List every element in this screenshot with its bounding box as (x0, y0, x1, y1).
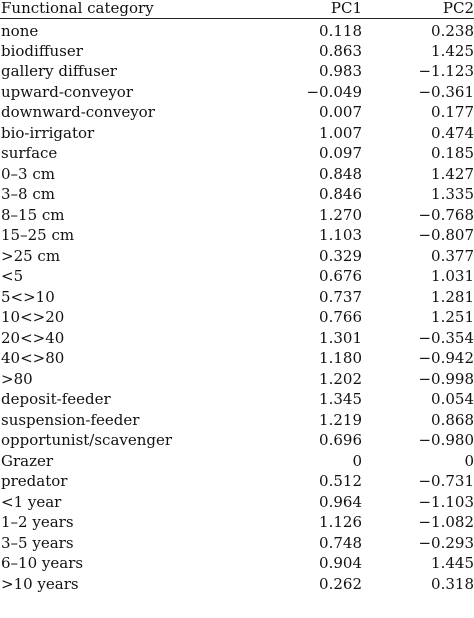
cell-pc1: 0.262 (319, 574, 362, 593)
cell-functional-category: surface (1, 144, 58, 163)
cell-pc1: 0.748 (319, 533, 362, 552)
cell-functional-category: 40<>80 (1, 349, 65, 368)
table-row (0, 205, 474, 226)
table-row (0, 574, 474, 595)
cell-pc2: 1.251 (431, 308, 474, 327)
cell-functional-category: suspension-feeder (1, 410, 140, 429)
cell-pc2: 0.185 (431, 144, 474, 163)
cell-functional-category: downward-conveyor (1, 103, 155, 122)
cell-pc2: 0.474 (431, 123, 474, 142)
cell-pc1: 0.737 (319, 287, 362, 306)
cell-pc2: −0.354 (418, 328, 474, 347)
cell-pc1: 0.696 (319, 431, 362, 450)
cell-functional-category: biodiffuser (1, 41, 83, 60)
cell-pc2: −0.361 (418, 82, 474, 101)
cell-pc1: 0.118 (319, 21, 362, 40)
cell-pc1: 0.512 (319, 472, 362, 491)
cell-pc2: 1.445 (431, 554, 474, 573)
cell-pc1: 0 (352, 451, 362, 470)
header-pc2: PC2 (442, 0, 474, 17)
table-row (0, 61, 474, 82)
cell-functional-category: 3–5 years (1, 533, 74, 552)
cell-functional-category: none (1, 21, 39, 40)
table-row (0, 266, 474, 287)
cell-pc1: 1.126 (319, 513, 362, 532)
cell-functional-category: 15–25 cm (1, 226, 75, 245)
cell-pc2: −0.998 (418, 369, 474, 388)
cell-pc1: 0.863 (319, 41, 362, 60)
cell-pc1: 1.345 (319, 390, 362, 409)
cell-pc1: 0.097 (319, 144, 362, 163)
cell-pc2: −0.768 (418, 205, 474, 224)
table-row (0, 410, 474, 431)
cell-pc2: −0.942 (418, 349, 474, 368)
table-row (0, 143, 474, 164)
table-row (0, 18, 474, 41)
table-row (0, 287, 474, 308)
table-row (0, 246, 474, 267)
cell-pc1: 0.846 (319, 185, 362, 204)
cell-pc2: 0.377 (431, 246, 474, 265)
cell-pc1: 1.103 (319, 226, 362, 245)
cell-pc2: 1.031 (431, 267, 474, 286)
cell-functional-category: deposit-feeder (1, 390, 111, 409)
cell-pc2: −0.807 (418, 226, 474, 245)
table-body (0, 18, 474, 594)
cell-pc1: 1.219 (319, 410, 362, 429)
table-row (0, 512, 474, 533)
table-row (0, 553, 474, 574)
cell-pc1: 0.007 (319, 103, 362, 122)
cell-functional-category: predator (1, 472, 68, 491)
cell-pc2: −0.731 (418, 472, 474, 491)
cell-functional-category: 1–2 years (1, 513, 74, 532)
table-row (0, 41, 474, 62)
table-row (0, 430, 474, 451)
cell-pc1: 0.848 (319, 164, 362, 183)
table-row (0, 123, 474, 144)
cell-pc1: 0.964 (319, 492, 362, 511)
cell-functional-category: opportunist/scavenger (1, 431, 173, 450)
table-row (0, 471, 474, 492)
cell-pc2: 1.427 (431, 164, 474, 183)
table-row (0, 307, 474, 328)
cell-pc1: 1.007 (319, 123, 362, 142)
table-row (0, 492, 474, 513)
cell-pc2: 0.868 (431, 410, 474, 429)
cell-functional-category: 0–3 cm (1, 164, 55, 183)
cell-pc2: −0.293 (418, 533, 474, 552)
cell-pc1: 0.676 (319, 267, 362, 286)
table-row (0, 184, 474, 205)
table-row (0, 102, 474, 123)
cell-pc1: 0.983 (319, 62, 362, 81)
cell-pc2: 0.238 (431, 21, 474, 40)
cell-pc1: 0.904 (319, 554, 362, 573)
cell-functional-category: 10<>20 (1, 308, 65, 327)
cell-functional-category: <5 (1, 267, 24, 286)
cell-pc2: −1.082 (418, 513, 474, 532)
table-row (0, 369, 474, 390)
table-row (0, 82, 474, 103)
header-row (0, 0, 474, 18)
cell-functional-category: >25 cm (1, 246, 61, 265)
cell-functional-category: 6–10 years (1, 554, 84, 573)
cell-functional-category: >80 (1, 369, 33, 388)
cell-functional-category: Grazer (1, 451, 54, 470)
cell-pc1: 0.766 (319, 308, 362, 327)
cell-functional-category: gallery diffuser (1, 62, 117, 81)
cell-pc1: 0.329 (319, 246, 362, 265)
cell-pc2: −1.103 (418, 492, 474, 511)
table-row (0, 328, 474, 349)
cell-pc2: 1.335 (431, 185, 474, 204)
cell-pc2: 0 (464, 451, 474, 470)
header-functional-category: Functional category (1, 0, 154, 17)
cell-pc2: 1.281 (431, 287, 474, 306)
table-row (0, 164, 474, 185)
cell-functional-category: >10 years (1, 574, 79, 593)
table-header (0, 0, 474, 18)
header-pc1: PC1 (330, 0, 362, 17)
cell-functional-category: 8–15 cm (1, 205, 65, 224)
cell-functional-category: 20<>40 (1, 328, 65, 347)
table-row (0, 389, 474, 410)
cell-functional-category: upward-conveyor (1, 82, 134, 101)
table-row (0, 225, 474, 246)
cell-pc1: 1.270 (319, 205, 362, 224)
cell-pc1: −0.049 (306, 82, 362, 101)
cell-pc2: −1.123 (418, 62, 474, 81)
table-row (0, 533, 474, 554)
cell-functional-category: 3–8 cm (1, 185, 55, 204)
cell-pc1: 1.202 (319, 369, 362, 388)
cell-pc2: −0.980 (418, 431, 474, 450)
table-row (0, 451, 474, 472)
cell-functional-category: <1 year (1, 492, 62, 511)
cell-pc2: 0.054 (431, 390, 474, 409)
cell-pc1: 1.180 (319, 349, 362, 368)
cell-pc2: 0.177 (431, 103, 474, 122)
cell-pc1: 1.301 (319, 328, 362, 347)
cell-pc2: 0.318 (431, 574, 474, 593)
cell-functional-category: 5<>10 (1, 287, 55, 306)
table-row (0, 348, 474, 369)
cell-functional-category: bio-irrigator (1, 123, 95, 142)
cell-pc2: 1.425 (431, 41, 474, 60)
